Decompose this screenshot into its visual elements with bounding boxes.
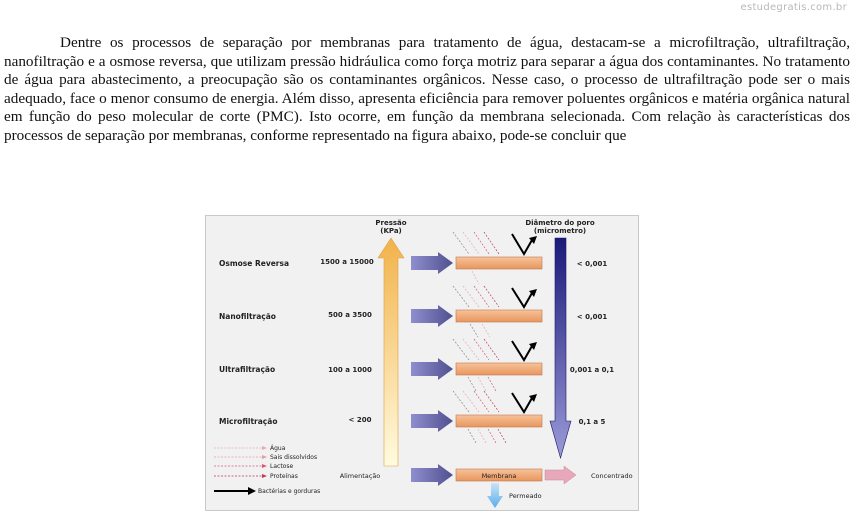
pressure-value-reverse-osmosis: 1500 a 15000 bbox=[320, 258, 374, 266]
legend-label-bacteria-fats: Bactérias e gorduras bbox=[258, 488, 321, 495]
pore-value-nanofiltration: < 0,001 bbox=[576, 313, 608, 321]
permeate-label: Permeado bbox=[509, 492, 542, 500]
feed-arrow-reverse-osmosis bbox=[411, 252, 453, 274]
legend bbox=[214, 445, 320, 495]
legend-label-water: Água bbox=[270, 445, 286, 452]
feed-label: Alimentação bbox=[339, 472, 381, 480]
feed-arrow-ultrafiltration bbox=[411, 358, 453, 380]
feed-arrow-bottom bbox=[411, 464, 453, 486]
membrane-separation-figure bbox=[205, 215, 639, 511]
pressure-header-line2: (KPa) bbox=[380, 227, 402, 235]
membrane-ultrafiltration bbox=[456, 363, 542, 375]
pore-header-line2: (micrometro) bbox=[533, 227, 587, 235]
watermark: estudegratis.com.br bbox=[740, 2, 847, 13]
process-label-ultrafiltration: Ultrafiltração bbox=[219, 365, 276, 374]
membrane-reverse-osmosis bbox=[456, 257, 542, 269]
pressure-arrow bbox=[378, 238, 404, 466]
legend-label-salts: Sais dissolvidos bbox=[270, 454, 318, 461]
pore-size-arrow bbox=[550, 238, 571, 458]
legend-label-proteins: Proteínas bbox=[270, 473, 298, 480]
pressure-value-nanofiltration: 500 a 3500 bbox=[328, 311, 372, 319]
pore-value-microfiltration: 0,1 a 5 bbox=[578, 418, 606, 426]
pressure-value-ultrafiltration: 100 a 1000 bbox=[328, 366, 372, 374]
figure-svg bbox=[206, 216, 640, 512]
pore-value-ultrafiltration: 0,001 a 0,1 bbox=[569, 366, 615, 374]
process-label-nanofiltration: Nanofiltração bbox=[219, 312, 276, 321]
membrane-microfiltration bbox=[456, 415, 542, 427]
pore-header-line1: Diâmetro do poro bbox=[525, 219, 595, 227]
question-paragraph: Dentre os processos de separação por membranas para tratamento de água, destacam-se a microfiltração, ultrafiltração, nanofiltração e a osmose reversa, que utilizam pressão hidráulica como força motriz para separar a água dos contaminantes. No tratamento de água para abastecimento, a preocupação são os contaminantes orgânicos. Nesse caso, o processo de ultrafiltração pode ser o mais adequado, face o menor consumo de energia. Além disso, apresenta eficiência para remover poluentes orgânicos e matéria orgânica natural em função do peso molecular de corte (PMC). Isto ocorre, em função da membrana selecionada. Com relação às características dos processos de separação por membranas, conforme representado na figura abaixo, pode-se concluir que bbox=[4, 34, 850, 144]
permeate-arrow bbox=[487, 483, 503, 508]
pressure-header-line1: Pressão bbox=[375, 219, 407, 227]
process-label-reverse-osmosis: Osmose Reversa bbox=[219, 259, 290, 268]
membrane-nanofiltration bbox=[456, 310, 542, 322]
pore-value-reverse-osmosis: < 0,001 bbox=[576, 260, 608, 268]
concentrate-arrow bbox=[545, 466, 576, 484]
membrane-label: Membrana bbox=[481, 472, 517, 480]
legend-label-lactose: Lactose bbox=[270, 463, 294, 470]
feed-arrow-microfiltration bbox=[411, 410, 453, 432]
pressure-value-microfiltration: < 200 bbox=[348, 416, 372, 424]
concentrate-label: Concentrado bbox=[591, 472, 633, 480]
process-label-microfiltration: Microfiltração bbox=[219, 417, 278, 426]
feed-arrow-nanofiltration bbox=[411, 305, 453, 327]
